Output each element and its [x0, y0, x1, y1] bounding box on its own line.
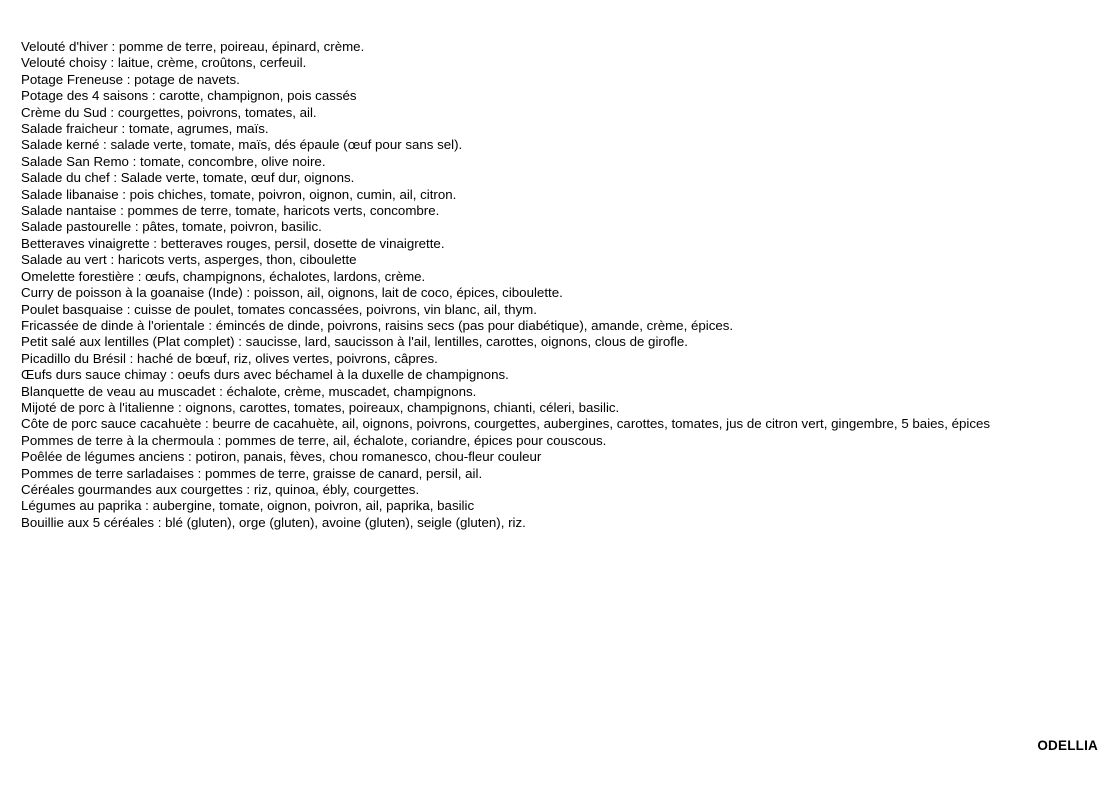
recipe-line: Salade au vert : haricots verts, asperges, thon, ciboulette: [21, 252, 357, 268]
recipe-line: Potage Freneuse : potage de navets.: [21, 71, 240, 87]
recipe-line: Salade nantaise : pommes de terre, tomate, haricots verts, concombre.: [21, 203, 440, 219]
recipe-line: Salade libanaise : pois chiches, tomate, poivron, oignon, cumin, ail, citron.: [21, 186, 457, 202]
recipe-line: Crème du Sud : courgettes, poivrons, tomates, ail.: [21, 104, 317, 120]
recipe-list: [21, 39, 990, 531]
recipe-line: Salade San Remo : tomate, concombre, olive noire.: [21, 153, 326, 169]
recipe-line: Œufs durs sauce chimay : oeufs durs avec béchamel à la duxelle de champignons.: [21, 367, 509, 383]
recipe-line: Fricassée de dinde à l'orientale : émincés de dinde, poivrons, raisins secs (pas pour diabétique), amande, crème, épices.: [21, 317, 734, 333]
recipe-line: Petit salé aux lentilles (Plat complet) : saucisse, lard, saucisson à l'ail, lentilles, carottes, oignons, clous de girofle.: [21, 334, 688, 350]
recipe-line: Velouté d'hiver : pomme de terre, poireau, épinard, crème.: [21, 39, 365, 54]
recipe-line: Bouillie aux 5 céréales : blé (gluten), orge (gluten), avoine (gluten), seigle (gluten), riz.: [21, 514, 526, 530]
recipe-line: Salade kerné : salade verte, tomate, maïs, dés épaule (œuf pour sans sel).: [21, 137, 463, 153]
recipe-line: Picadillo du Brésil : haché de bœuf, riz, olives vertes, poivrons, câpres.: [21, 350, 438, 366]
recipe-line: Céréales gourmandes aux courgettes : riz, quinoa, ébly, courgettes.: [21, 481, 420, 497]
recipe-line: Betteraves vinaigrette : betteraves rouges, persil, dosette de vinaigrette.: [21, 235, 445, 251]
recipe-line: Curry de poisson à la goanaise (Inde) : poisson, ail, oignons, lait de coco, épices, ciboulette.: [21, 285, 563, 301]
recipe-line: Côte de porc sauce cacahuète : beurre de cacahuète, ail, oignons, poivrons, courgettes, aubergines, carottes, tomates, jus de citron vert, gingembre, 5 baies, épices: [21, 416, 991, 432]
recipe-line: Salade fraicheur : tomate, agrumes, maïs.: [21, 121, 269, 137]
brand-name: ODELLIA: [1037, 738, 1098, 753]
recipe-line: Pommes de terre à la chermoula : pommes de terre, ail, échalote, coriandre, épices pour couscous.: [21, 432, 607, 448]
recipe-line: Salade pastourelle : pâtes, tomate, poivron, basilic.: [21, 219, 322, 235]
recipe-line: Velouté choisy : laitue, crème, croûtons, cerfeuil.: [21, 55, 307, 71]
recipe-line: Potage des 4 saisons : carotte, champignon, pois cassés: [21, 88, 357, 104]
recipe-line: Omelette forestière : œufs, champignons, échalotes, lardons, crème.: [21, 268, 426, 284]
recipe-line: Blanquette de veau au muscadet : échalote, crème, muscadet, champignons.: [21, 383, 477, 399]
recipe-line: Légumes au paprika : aubergine, tomate, oignon, poivron, ail, paprika, basilic: [21, 498, 475, 514]
recipe-line: Salade du chef : Salade verte, tomate, œuf dur, oignons.: [21, 170, 355, 186]
recipe-line: Poêlée de légumes anciens : potiron, panais, fèves, chou romanesco, chou-fleur couleur: [21, 449, 542, 465]
recipe-line: Poulet basquaise : cuisse de poulet, tomates concassées, poivrons, vin blanc, ail, thym.: [21, 301, 537, 317]
recipe-line: Mijoté de porc à l'italienne : oignons, carottes, tomates, poireaux, champignons, chianti, céleri, basilic.: [21, 399, 620, 415]
recipe-line: Pommes de terre sarladaises : pommes de terre, graisse de canard, persil, ail.: [21, 465, 483, 481]
